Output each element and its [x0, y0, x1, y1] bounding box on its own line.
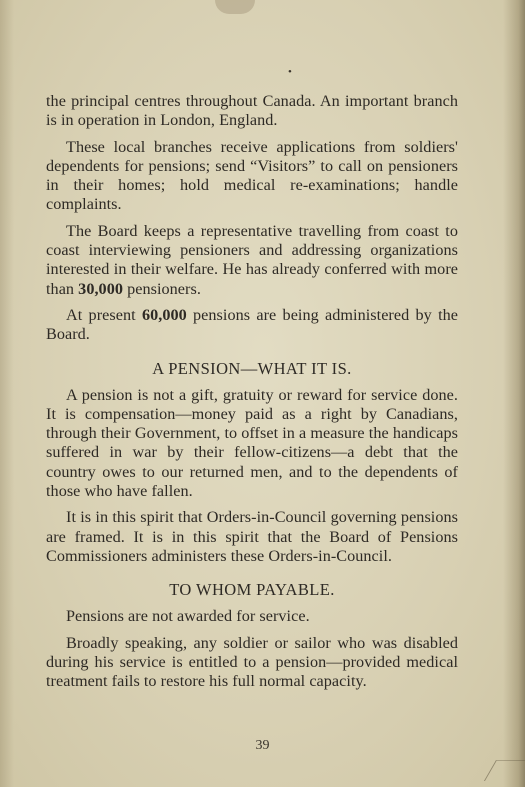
page-number: 39	[255, 738, 270, 753]
paragraph-administered-text: At present	[66, 305, 142, 324]
page-spine-shadow	[503, 0, 525, 787]
paragraph-local-branches: These local branches receive applications from soldiers' dependents for pensions; send “Visitors” to call on pensioners in their homes; hold medical re-examinations; handle complaints.	[46, 137, 458, 214]
page-stain	[215, 0, 255, 14]
paragraph-eligibility: Broadly speaking, any soldier or sailor who was disabled during his service is entitled to a pension—provided medical treatment fails to restore his full normal capacity.	[46, 633, 458, 691]
page-body	[46, 92, 458, 691]
section-heading-to-whom-payable: TO WHOM PAYABLE.	[169, 580, 335, 600]
paragraph-representative-end: pensioners.	[123, 279, 201, 298]
pensioners-count: 30,000	[78, 279, 123, 298]
paragraph-representative	[46, 222, 458, 299]
section-heading-what-it-is: A PENSION—WHAT IT IS.	[152, 358, 352, 378]
paragraph-administered-end: pensions are being administered by the Board.	[46, 305, 459, 344]
paragraph-representative-text: The Board keeps a representative travelling from coast to coast interviewing pensioners and addressing organizations interested in their welfare. He has already conferred with more than	[46, 221, 458, 298]
paragraph-pension-definition: A pension is not a gift, gratuity or reward for service done. It is compensation—money paid as a right by Canadians, through their Government, to offset in a measure the handicaps suffered in war by their fellow-citizens—a debt that the country owes to our returned men, and to the dependents of those who have fallen.	[46, 385, 458, 501]
paragraph-pensions-administered	[46, 306, 458, 345]
paragraph-continuation: the principal centres throughout Canada. An important branch is in operation in London, England.	[46, 92, 458, 130]
pensions-count: 60,000	[141, 305, 187, 324]
paragraph-orders-in-council: It is in this spirit that Orders-in-Council governing pensions are framed. It is in this spirit that the Board of Pensions Commissioners administers these Orders-in-Council.	[46, 508, 458, 565]
ornament-mark: •	[288, 66, 292, 78]
paragraph-not-for-service: Pensions are not awarded for service.	[66, 607, 310, 626]
page-left-edge-shadow	[0, 0, 14, 787]
